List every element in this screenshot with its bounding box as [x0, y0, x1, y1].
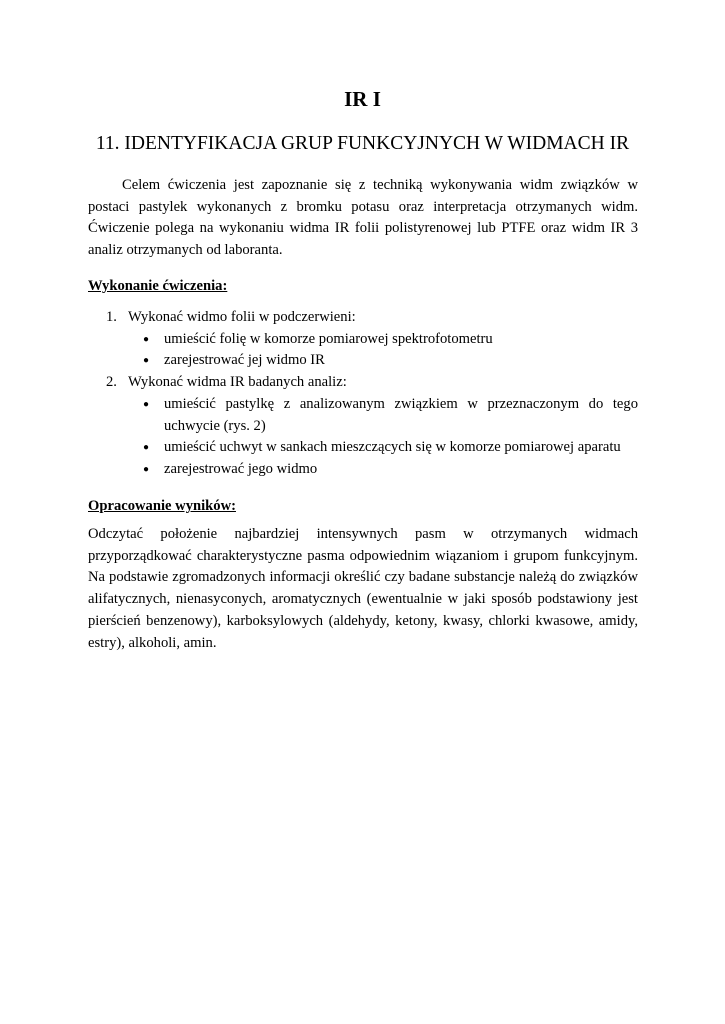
execution-steps	[88, 307, 638, 481]
step-1-number: 1.	[106, 309, 117, 325]
bullet-text: zarejestrować jego widmo	[164, 460, 318, 477]
document-title: IR I	[344, 87, 381, 111]
step-1	[88, 307, 638, 372]
list-item	[128, 394, 638, 437]
step-2	[88, 372, 638, 481]
bullet-text: zarejestrować jej widmo IR	[164, 352, 325, 369]
bullet-icon: ●	[143, 333, 150, 345]
list-item	[128, 459, 638, 481]
bullet-icon: ●	[143, 398, 150, 410]
bullet-text: umieścić folię w komorze pomiarowej spektrofotometru	[164, 330, 493, 347]
intro-text: Celem ćwiczenia jest zapoznanie się z techniką wykonywania widm związków w postaci pastylek wykonanych z bromku potasu oraz interpretacja otrzymanych widm. Ćwiczenie polega na wykonaniu widma IR folii polistyrenowej lub PTFE oraz widm IR 3 analiz otrzymanych od laboranta.	[88, 177, 638, 259]
step-2-text: Wykonać widma IR badanych analiz:	[128, 374, 347, 391]
results-heading: Opracowanie wyników:	[88, 498, 236, 514]
results-text: Odczytać położenie najbardziej intensywnych pasm w otrzymanych widmach przyporządkować charakterystyczne pasma odpowiednim wiązaniom i grupom funkcyjnym. Na podstawie zgromadzonych informacji określić czy badane substancje należą do związków alifatycznych, nienasyconych, aromatycznych (ewentualnie w jaki sposób podstawiony jest pierścień benzenowy), karboksylowych (aldehydy, ketony, kwasy, chlorki kwasowe, amidy, estry), alkoholi, amin.	[88, 526, 638, 651]
bullet-text: umieścić pastylkę z analizowanym związkiem w przeznaczonym do tego uchwycie (rys. 2)	[164, 395, 638, 434]
intro-paragraph	[88, 175, 638, 262]
results-paragraph	[88, 524, 638, 654]
list-item	[128, 329, 638, 351]
step-1-bullets	[128, 329, 638, 372]
bullet-text: umieścić uchwyt w sankach mieszczących się w komorze pomiarowej aparatu	[164, 439, 621, 456]
document-subtitle: 11. IDENTYFIKACJA GRUP FUNKCYJNYCH W WIDMACH IR	[95, 133, 630, 154]
list-item	[128, 350, 638, 372]
bullet-icon: ●	[143, 355, 150, 367]
step-2-number: 2.	[106, 374, 117, 391]
execution-heading: Wykonanie ćwiczenia:	[88, 278, 228, 294]
step-1-text: Wykonać widmo folii w podczerwieni:	[128, 309, 356, 325]
bullet-icon: ●	[143, 463, 150, 475]
step-2-bullets	[128, 394, 638, 481]
list-item	[128, 437, 638, 459]
bullet-icon: ●	[143, 442, 150, 454]
